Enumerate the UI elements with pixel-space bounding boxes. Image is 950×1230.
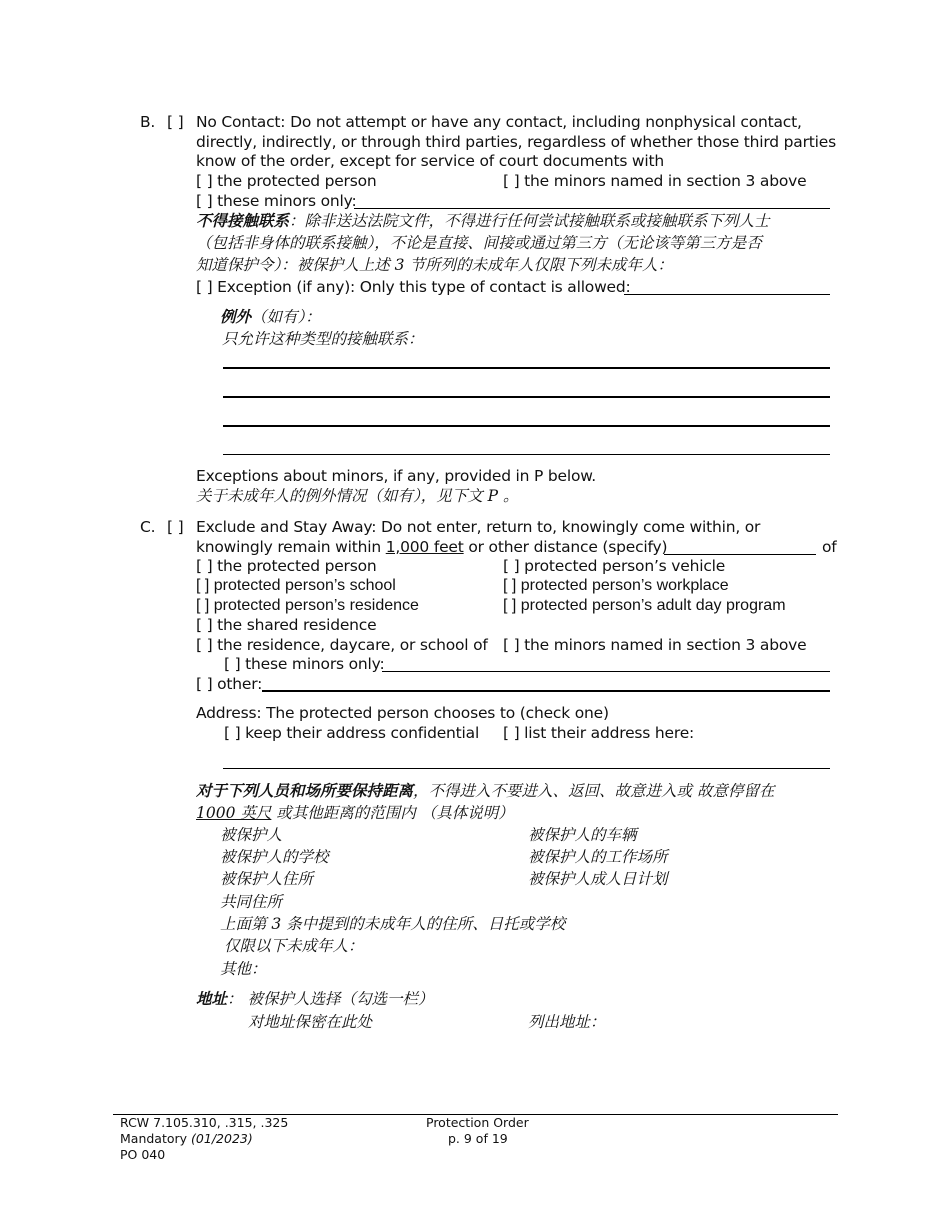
zh-option-school: 被保护人的学校: [220, 848, 329, 866]
distance-value: 1,000 feet: [385, 538, 464, 556]
footer-date: (01/2023): [191, 1131, 253, 1146]
footer-mandatory-line: [120, 1131, 253, 1147]
zh-option-protected-person: 被保护人: [220, 826, 283, 844]
zh-option-vehicle: 被保护人的车辆: [528, 826, 637, 844]
zh-option-list-address: 列出地址：: [528, 1013, 606, 1031]
zh-section-b-line1: 不得接触联系：除非送达法院文件，不得进行任何尝试接触联系或接触联系下列人士: [196, 211, 770, 230]
option-c-school[interactable]: [ ] protected person’s school: [196, 577, 396, 594]
exception-write-line-2[interactable]: [223, 396, 830, 398]
address-line: Address: The protected person chooses to (check one): [196, 704, 609, 722]
zh-exception-line2: 只允许这种类型的接触联系：: [222, 330, 424, 348]
section-c-line2: knowingly remain within 1,000 feet or other distance (specify): [196, 538, 668, 556]
option-c-shared-residence[interactable]: [ ] the shared residence: [196, 616, 377, 634]
zh-section-c-title: 对于下列人员和场所要保持距离: [196, 781, 414, 800]
section-c-checkbox[interactable]: [ ]: [167, 518, 184, 536]
section-c-letter: C.: [140, 518, 156, 536]
option-c-minors-section3[interactable]: [ ] the minors named in section 3 above: [503, 636, 807, 654]
option-c-vehicle[interactable]: [ ] protected person’s vehicle: [503, 557, 726, 575]
section-b-line2: directly, indirectly, or through third parties, regardless of whether those third parties: [196, 133, 836, 151]
zh-option-other: 其他：: [220, 960, 267, 978]
exception-input-line[interactable]: [624, 294, 830, 295]
option-c-protected-person[interactable]: [ ] the protected person: [196, 557, 377, 575]
section-b-title: No Contact:: [196, 113, 286, 131]
zh-exception-title-line: 例外（如有）：: [220, 307, 321, 326]
these-minors-input-line[interactable]: [354, 208, 830, 209]
footer-form: PO 040: [120, 1147, 166, 1162]
footer-rcw: RCW 7.105.310, .315, .325: [120, 1115, 289, 1130]
zh-option-keep-confidential: 对地址保密在此处: [248, 1013, 373, 1031]
zh-option-shared-residence: 共同住所: [220, 893, 283, 911]
zh-option-adult-day-program: 被保护人成人日计划: [528, 870, 668, 888]
zh-option-workplace: 被保护人的工作场所: [528, 848, 668, 866]
option-keep-confidential[interactable]: [ ] keep their address confidential: [224, 724, 480, 742]
section-b-line3: know of the order, except for service of court documents with: [196, 152, 665, 170]
option-c-other[interactable]: [ ] other:: [196, 675, 263, 693]
zh-distance: 1000 英尺: [196, 804, 272, 822]
zh-section-c-line1: 对于下列人员和场所要保持距离，不得进入不要进入、返回、故意进入或 故意停留在: [196, 781, 775, 800]
zh-section-b-line3: 知道保护令）：被保护人上述 3 节所列的未成年人仅限下列未成年人：: [196, 256, 673, 274]
exception-write-line-3[interactable]: [223, 425, 830, 427]
zh-section-c-line2: 1000 英尺 或其他距离的范围内 （具体说明）: [196, 804, 514, 822]
exception-write-line-4[interactable]: [223, 454, 830, 455]
exception-label[interactable]: [ ] Exception (if any): Only this type of contact is allowed:: [196, 278, 631, 296]
zh-option-these-minors: 仅限以下未成年人：: [224, 937, 364, 955]
option-c-residence[interactable]: [ ] protected person’s residence: [196, 597, 419, 614]
exception-write-line-1[interactable]: [223, 367, 830, 369]
zh-section-b-title: 不得接触联系: [196, 211, 290, 230]
section-c-line1: Exclude and Stay Away: Do not enter, return to, knowingly come within, or: [196, 518, 761, 536]
address-input-line[interactable]: [223, 768, 830, 769]
option-these-minors[interactable]: [ ] these minors only:: [196, 192, 357, 210]
option-protected-person[interactable]: [ ] the protected person: [196, 172, 377, 190]
section-b-checkbox[interactable]: [ ]: [167, 113, 184, 131]
c-these-minors-input-line[interactable]: [382, 671, 830, 672]
footer-mandatory: Mandatory: [120, 1131, 188, 1146]
option-c-adult-day-program[interactable]: [ ] protected person’s adult day program: [503, 597, 786, 614]
section-c-title: Exclude and Stay Away:: [196, 518, 377, 536]
zh-exceptions-minors: 关于未成年人的例外情况（如有），见下文 P 。: [196, 487, 519, 505]
section-c-of: of: [822, 538, 837, 556]
option-minors-section3[interactable]: [ ] the minors named in section 3 above: [503, 172, 807, 190]
section-b-letter: B.: [140, 113, 156, 131]
option-list-address[interactable]: [ ] list their address here:: [503, 724, 695, 742]
exceptions-minors: Exceptions about minors, if any, provided in P below.: [196, 467, 597, 485]
zh-address-title: 地址: [196, 989, 228, 1008]
zh-address-line: 地址： 被保护人选择（勾选一栏）: [196, 989, 434, 1008]
option-c-residence-of[interactable]: [ ] the residence, daycare, or school of: [196, 636, 488, 654]
zh-exception-title: 例外: [220, 307, 252, 326]
option-c-workplace[interactable]: [ ] protected person’s workplace: [503, 577, 729, 594]
footer-page: p. 9 of 19: [448, 1131, 508, 1146]
c-other-input-line[interactable]: [262, 690, 830, 692]
option-c-these-minors[interactable]: [ ] these minors only:: [224, 655, 385, 673]
section-b-line1: No Contact: Do not attempt or have any contact, including nonphysical contact,: [196, 113, 802, 131]
zh-section-b-line2: （包括非身体的联系接触），不论是直接、间接或通过第三方（无论该等第三方是否: [196, 234, 762, 252]
zh-option-residence: 被保护人住所: [220, 870, 314, 888]
other-distance-input-line[interactable]: [664, 554, 816, 555]
zh-option-residence-of: 上面第 3 条中提到的未成年人的住所、日托或学校: [220, 915, 566, 933]
footer-title: Protection Order: [426, 1115, 529, 1130]
address-title: Address:: [196, 704, 262, 722]
